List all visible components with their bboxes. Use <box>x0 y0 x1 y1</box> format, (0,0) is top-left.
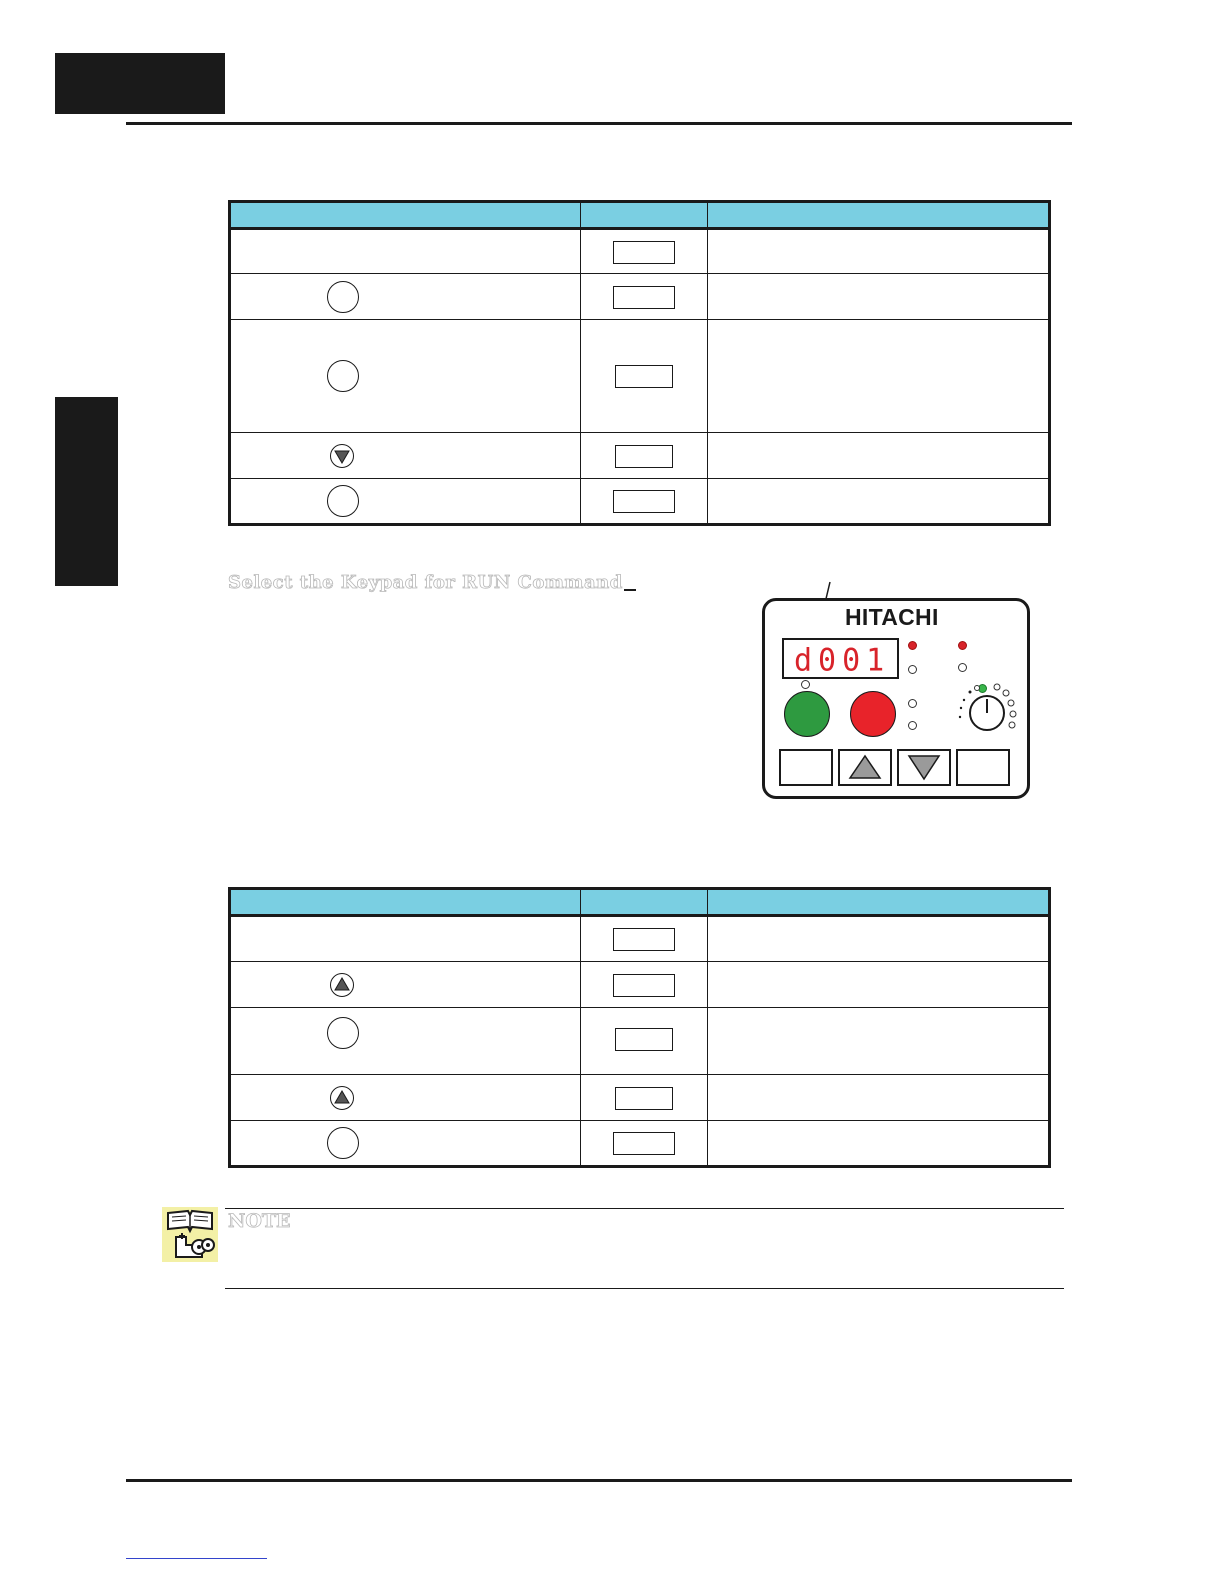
led-indicator <box>908 721 917 730</box>
header-display <box>581 889 708 916</box>
display-cell <box>581 962 708 1008</box>
display-readout-box <box>615 1028 673 1051</box>
display-cell <box>581 1075 708 1121</box>
display-readout-box <box>613 490 675 513</box>
footer-link-underline[interactable] <box>126 1558 267 1559</box>
note-rule-top <box>225 1208 1064 1209</box>
function-cell <box>707 1121 1049 1167</box>
table-row <box>230 320 1050 433</box>
header-function <box>707 202 1049 229</box>
header-action <box>230 889 581 916</box>
section-heading: Select the Keypad for RUN Command <box>228 572 623 593</box>
action-cell <box>230 479 581 525</box>
function-cell <box>707 320 1049 433</box>
note-rule-bottom <box>225 1288 1064 1289</box>
display-readout-box <box>615 1087 673 1110</box>
run-enable-led <box>801 680 810 689</box>
store-key-icon <box>956 749 1010 786</box>
note-label: NOTE <box>228 1210 291 1232</box>
header-rule <box>126 122 1072 125</box>
action-cell <box>230 1008 581 1075</box>
table-row <box>230 229 1050 274</box>
function-key-icon <box>327 1127 359 1159</box>
table-row <box>230 1121 1050 1167</box>
display-cell <box>581 479 708 525</box>
chapter-header-block <box>55 53 225 114</box>
display-cell <box>581 433 708 479</box>
led-indicator <box>958 663 967 672</box>
table-row <box>230 274 1050 320</box>
function-cell <box>707 479 1049 525</box>
chapter-side-tab <box>55 397 118 586</box>
action-cell <box>230 433 581 479</box>
display-cell <box>581 320 708 433</box>
header-action <box>230 202 581 229</box>
table-header-row <box>230 202 1050 229</box>
header-display <box>581 202 708 229</box>
table-row <box>230 1008 1050 1075</box>
procedure-table-1 <box>228 200 1051 526</box>
display-cell <box>581 1008 708 1075</box>
display-readout-box <box>613 1132 675 1155</box>
footer-rule <box>126 1479 1072 1482</box>
potentiometer-knob-icon <box>953 683 1023 745</box>
led-indicator <box>908 665 917 674</box>
display-readout-box <box>613 286 675 309</box>
display-readout-box <box>613 241 675 264</box>
table-row <box>230 916 1050 962</box>
keypad-display <box>782 638 899 679</box>
function-key-icon <box>327 360 359 392</box>
function-cell <box>707 274 1049 320</box>
table-header-row <box>230 889 1050 916</box>
display-readout-box <box>615 445 673 468</box>
display-cell <box>581 229 708 274</box>
function-cell <box>707 1008 1049 1075</box>
keypad-illustration <box>762 598 1030 799</box>
up-key-icon <box>838 749 892 786</box>
down-key-icon <box>897 749 951 786</box>
up-arrow-key-icon <box>330 973 354 997</box>
function-key-icon <box>327 1017 359 1049</box>
display-cell <box>581 274 708 320</box>
action-cell <box>230 320 581 433</box>
keypad-display-text: d001 <box>794 642 891 679</box>
table-row <box>230 962 1050 1008</box>
display-readout-box <box>613 974 675 997</box>
func-key-icon <box>779 749 833 786</box>
run-button-icon <box>784 691 830 737</box>
display-readout-box <box>613 928 675 951</box>
procedure-table-2 <box>228 887 1051 1168</box>
table-row <box>230 433 1050 479</box>
function-cell <box>707 433 1049 479</box>
function-key-icon <box>327 485 359 517</box>
action-cell <box>230 962 581 1008</box>
led-indicator <box>908 641 917 650</box>
display-cell <box>581 1121 708 1167</box>
function-cell <box>707 229 1049 274</box>
table-row <box>230 1075 1050 1121</box>
function-cell <box>707 1075 1049 1121</box>
action-cell <box>230 916 581 962</box>
led-indicator <box>908 699 917 708</box>
table-row <box>230 479 1050 525</box>
function-cell <box>707 916 1049 962</box>
function-key-icon <box>327 281 359 313</box>
action-cell <box>230 274 581 320</box>
down-arrow-key-icon <box>330 444 354 468</box>
action-cell <box>230 1121 581 1167</box>
function-cell <box>707 962 1049 1008</box>
up-arrow-key-icon <box>330 1086 354 1110</box>
led-indicator <box>958 641 967 650</box>
keypad-brand-logo: HITACHI <box>845 604 939 630</box>
display-readout-box <box>615 365 673 388</box>
header-function <box>707 889 1049 916</box>
stop-button-icon <box>850 691 896 737</box>
action-cell <box>230 1075 581 1121</box>
display-cell <box>581 916 708 962</box>
action-cell <box>230 229 581 274</box>
book-pointer-icon <box>162 1207 218 1262</box>
heading-dash <box>624 589 636 591</box>
